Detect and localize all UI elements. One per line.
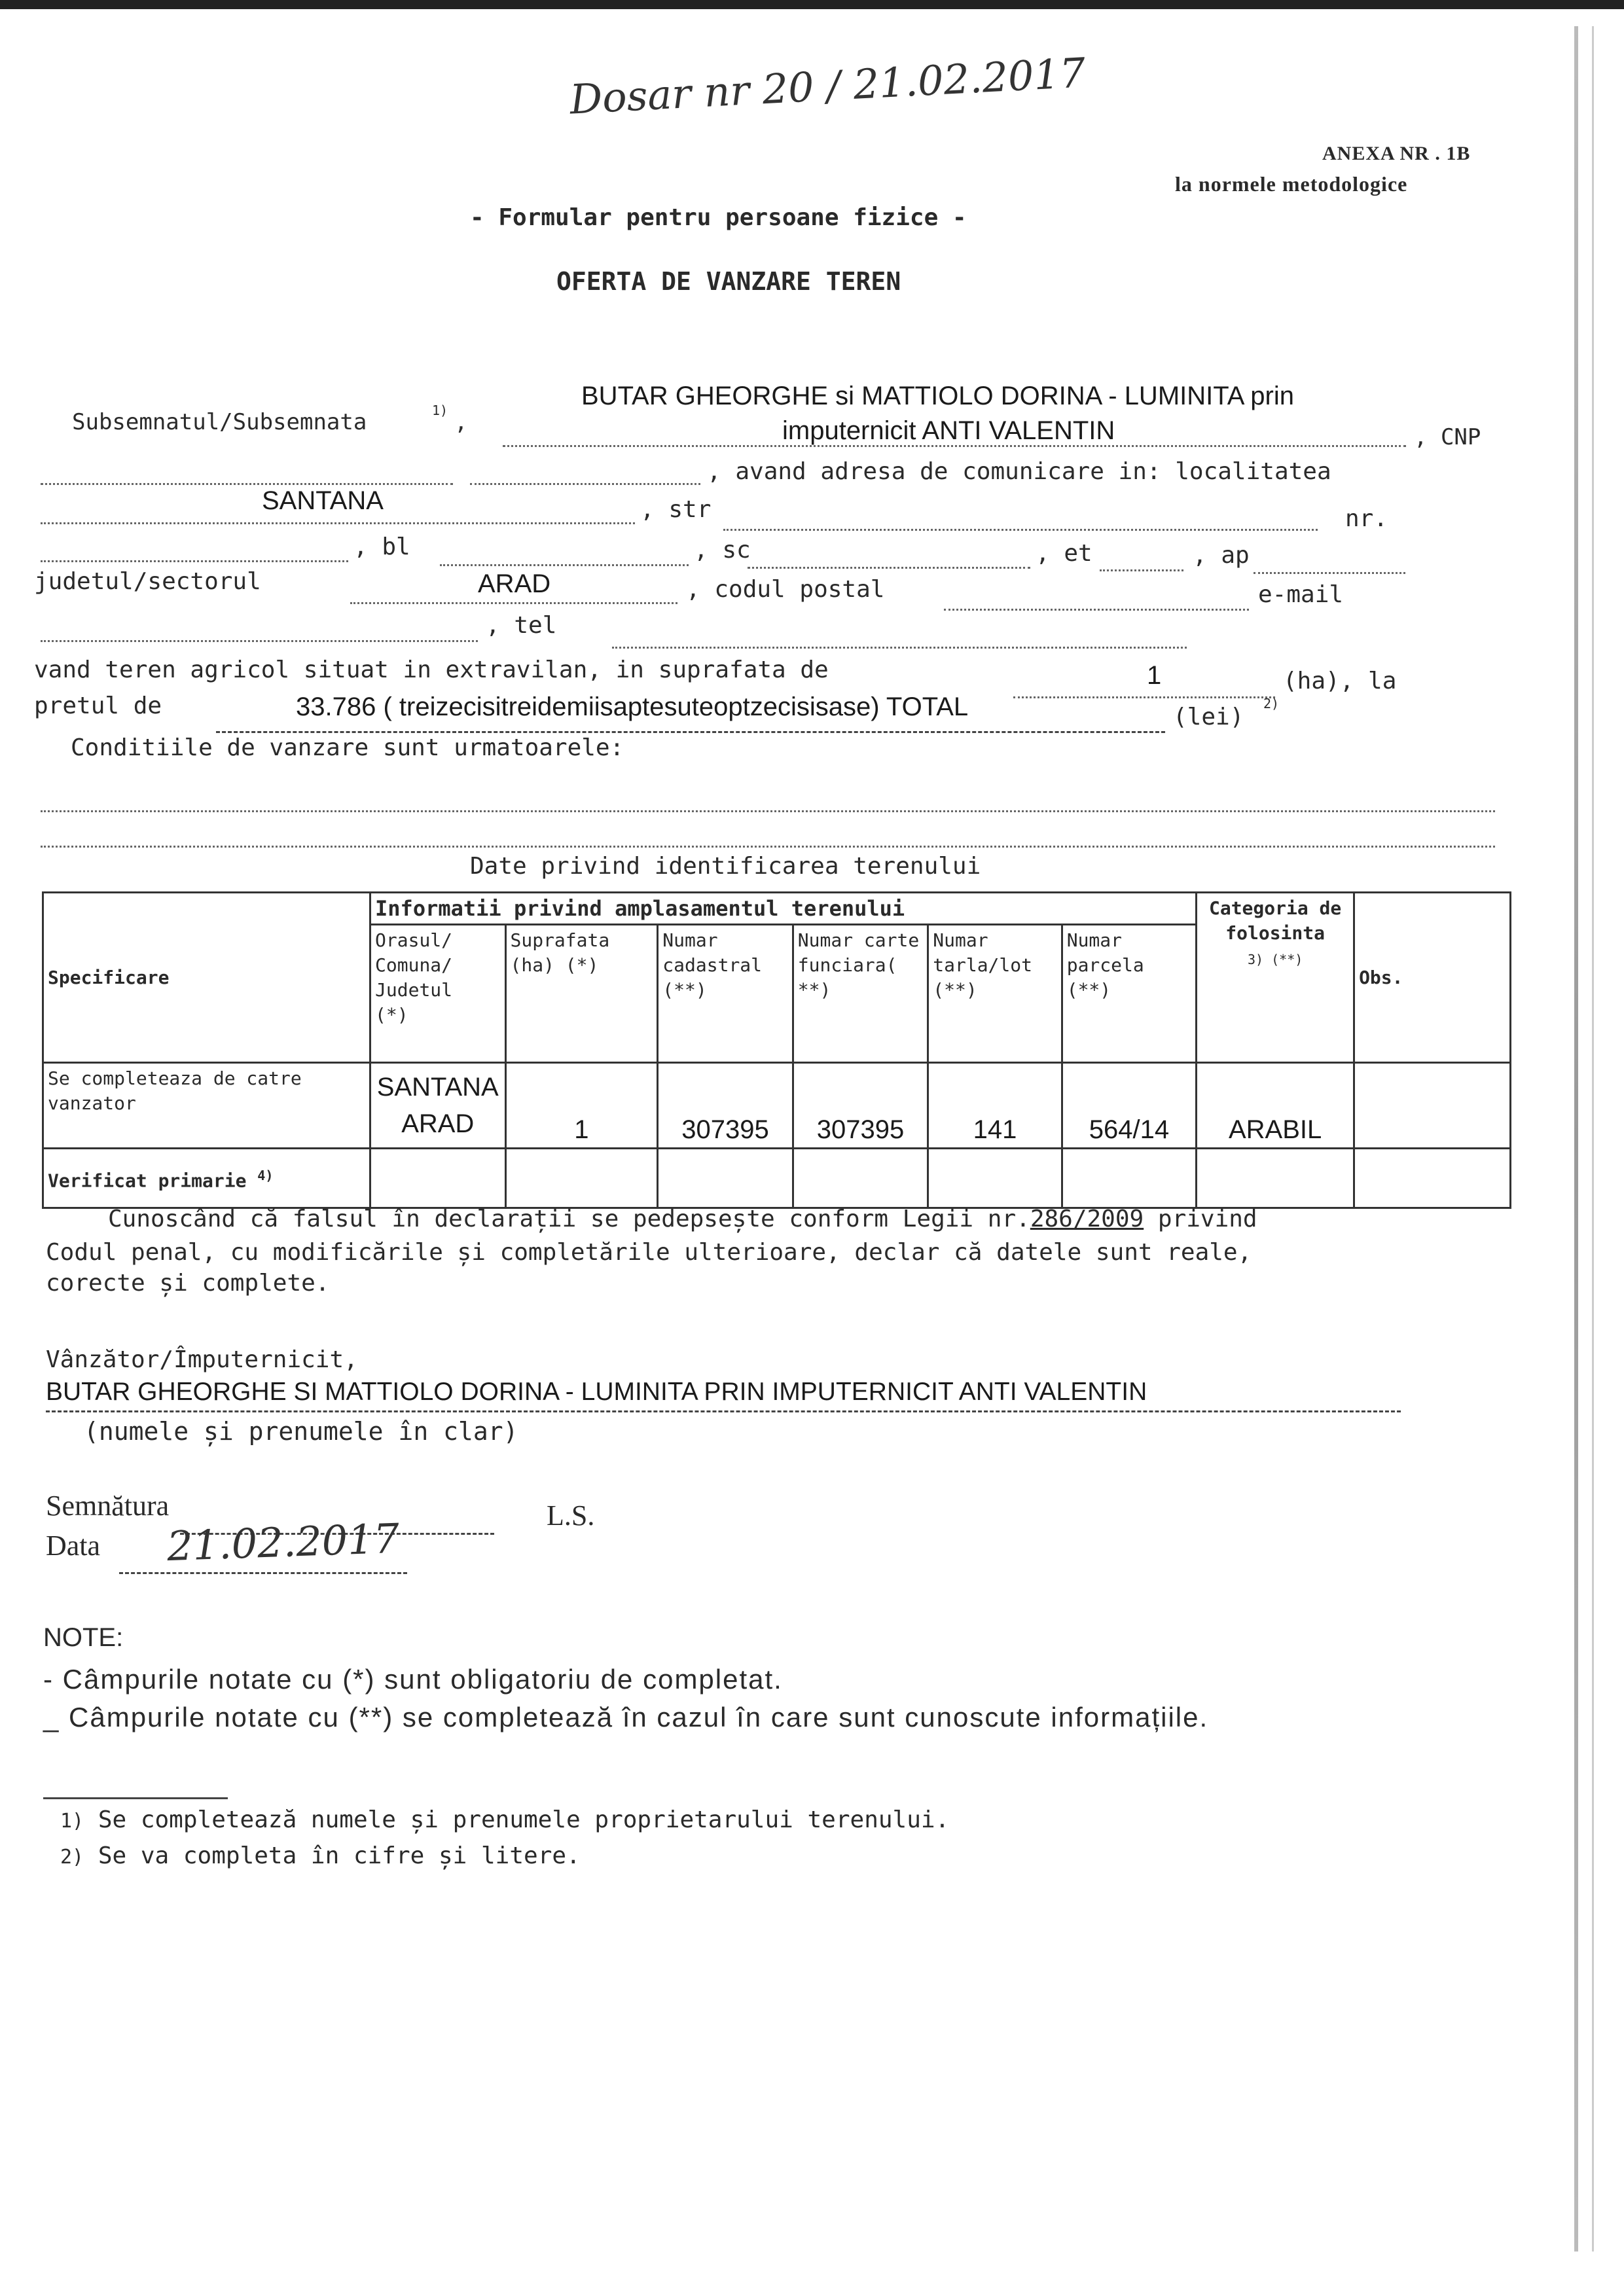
handwritten-file-number: Dosar nr 20 / 21.02.2017 bbox=[568, 48, 1087, 124]
town-hall-verified-text: Verificat primarie bbox=[48, 1170, 247, 1192]
location-info-header: Informatii privind amplasamentul terenului bbox=[370, 893, 1197, 925]
annex-subtitle: la normele metodologice bbox=[1175, 172, 1408, 196]
cnp-dotted-line-2 bbox=[470, 483, 700, 485]
verified-cell-7 bbox=[1197, 1149, 1354, 1208]
footnote-2-mark: 2) bbox=[60, 1846, 84, 1869]
county-dotted-line bbox=[350, 602, 677, 604]
block-value-dotted-line bbox=[440, 564, 689, 566]
block-label: , bl bbox=[353, 533, 410, 560]
footnote-1-mark: 1) bbox=[60, 1810, 84, 1833]
seller-city-cell bbox=[370, 1063, 505, 1149]
price-dashed-line bbox=[216, 731, 1165, 733]
footnote-1-text: Se completează numele și prenumele proprietarului terenului. bbox=[98, 1806, 950, 1833]
seller-category-value: ARABIL bbox=[1197, 1063, 1354, 1149]
tarla-column-note: (**) bbox=[933, 979, 977, 1001]
tarla-column-label: Numar tarla/lot bbox=[933, 929, 1032, 976]
scan-right-edge bbox=[1574, 26, 1578, 2251]
seller-area-value: 1 bbox=[505, 1063, 658, 1149]
area-value: 1 bbox=[1147, 661, 1162, 690]
cadastral-column-header bbox=[658, 925, 793, 1063]
conditions-label: Conditiile de vanzare sunt urmatoarele: bbox=[71, 734, 624, 761]
verified-cell-3 bbox=[658, 1149, 793, 1208]
form-type: - Formular pentru persoane fizice - bbox=[470, 204, 967, 231]
tarla-column-header bbox=[928, 925, 1062, 1063]
seller-name-dashed-line bbox=[46, 1410, 1401, 1412]
verified-cell-5 bbox=[928, 1149, 1062, 1208]
declaration-line1-end: privind bbox=[1157, 1206, 1257, 1232]
verified-cell-1 bbox=[370, 1149, 505, 1208]
seller-parcel-value: 564/14 bbox=[1062, 1063, 1196, 1149]
area-column-note: (*) bbox=[565, 954, 599, 976]
name-caption: (numele și prenumele în clar) bbox=[84, 1417, 518, 1446]
city-column-header bbox=[370, 925, 505, 1063]
email-dotted-line bbox=[41, 640, 478, 642]
area-dotted-line bbox=[1013, 696, 1275, 698]
cnp-dotted-line bbox=[41, 483, 453, 485]
verified-cell-8 bbox=[1354, 1149, 1511, 1208]
stair-dotted-line bbox=[748, 567, 1030, 569]
footnote-1 bbox=[60, 1806, 949, 1833]
postal-code-dotted-line bbox=[944, 609, 1249, 611]
ls-label: L.S. bbox=[547, 1499, 595, 1532]
declaration-line1-start: Cunoscând că falsul în declarații se pedepsește conform Legii nr. bbox=[108, 1206, 1030, 1232]
land-book-column-note: **) bbox=[797, 979, 831, 1001]
stair-label: , sc bbox=[694, 537, 751, 564]
land-book-column-header bbox=[793, 925, 928, 1063]
conditions-dotted-line-2 bbox=[41, 846, 1495, 848]
verified-cell-2 bbox=[505, 1149, 658, 1208]
seller-land-book-value: 307395 bbox=[793, 1063, 928, 1149]
town-hall-verified-label bbox=[43, 1149, 370, 1208]
footnote-separator bbox=[43, 1797, 228, 1799]
declaration-line2: Codul penal, cu modificările și completările ulterioare, declar că datele sunt reale, bbox=[46, 1239, 1252, 1266]
area-unit: (ha), la bbox=[1283, 668, 1397, 694]
page-title: OFERTA DE VANZARE TEREN bbox=[556, 267, 901, 296]
signature-label: Semnătura bbox=[46, 1490, 170, 1522]
scan-right-edge-line bbox=[1592, 26, 1594, 2251]
price-value: 33.786 ( treizecisitreidemiisaptesuteoptzecisisase) TOTAL bbox=[296, 692, 969, 721]
apartment-dotted-line bbox=[1254, 572, 1405, 574]
land-offer-text: vand teren agricol situat in extravilan, in suprafata de bbox=[34, 656, 829, 683]
declaration-line1 bbox=[108, 1206, 1257, 1232]
seller-cadastral-value: 307395 bbox=[658, 1063, 793, 1149]
cadastral-column-label: Numar cadastral bbox=[662, 929, 763, 976]
town-hall-verified-note: 4) bbox=[257, 1167, 274, 1183]
town-hall-verified-row bbox=[43, 1149, 1511, 1208]
land-book-column-label: Numar carte funciara( bbox=[797, 929, 920, 976]
date-label: Data bbox=[46, 1530, 101, 1562]
land-use-category-note: 3) (**) bbox=[1247, 952, 1303, 967]
price-footnote-mark: 2) bbox=[1263, 696, 1280, 711]
notes-title: NOTE: bbox=[43, 1623, 124, 1652]
county-label: judetul/sectorul bbox=[34, 568, 261, 595]
block-dotted-line bbox=[41, 560, 348, 562]
annex-number: ANEXA NR . 1B bbox=[1322, 143, 1471, 164]
number-label: nr. bbox=[1345, 505, 1388, 532]
floor-dotted-line bbox=[1100, 569, 1183, 571]
parcel-column-label: Numar parcela bbox=[1066, 929, 1144, 976]
land-use-category-label: Categoria de folosinta bbox=[1208, 897, 1342, 944]
street-label: , str bbox=[640, 496, 712, 523]
date-dashed-line bbox=[119, 1572, 407, 1574]
owner-comma: , bbox=[454, 409, 468, 435]
declaration-line3: corecte și complete. bbox=[46, 1270, 330, 1297]
apartment-label: , ap bbox=[1193, 542, 1250, 569]
verified-cell-6 bbox=[1062, 1149, 1196, 1208]
seller-row-label: Se completeaza de catre vanzator bbox=[43, 1063, 370, 1149]
area-column-header bbox=[505, 925, 658, 1063]
note-optional-fields: _ Câmpurile notate cu (**) se completează în cazul în care sunt cunoscute informațiile. bbox=[43, 1702, 1209, 1732]
floor-label: , et bbox=[1036, 540, 1092, 567]
seller-full-name: BUTAR GHEORGHE SI MATTIOLO DORINA - LUMINITA PRIN IMPUTERNICIT ANTI VALENTIN bbox=[46, 1378, 1147, 1406]
note-required-fields: - Câmpurile notate cu (*) sunt obligatoriu de completat. bbox=[43, 1664, 783, 1695]
seller-representative-label: Vânzător/Împuternicit, bbox=[46, 1346, 358, 1373]
parcel-column-header bbox=[1062, 925, 1196, 1063]
owner-footnote-mark: 1) bbox=[432, 403, 448, 418]
owner-label: Subsemnatul/Subsemnata bbox=[72, 409, 367, 435]
seller-county-value: ARAD bbox=[401, 1109, 475, 1138]
email-label: e-mail bbox=[1258, 581, 1344, 608]
footnote-2-text: Se va completa în cifre și litere. bbox=[98, 1842, 581, 1869]
seller-tarla-value: 141 bbox=[928, 1063, 1062, 1149]
seller-row bbox=[43, 1063, 1511, 1149]
cadastral-column-note: (**) bbox=[662, 979, 707, 1001]
city-column-note: (*) bbox=[375, 1004, 408, 1026]
land-identification-table bbox=[42, 891, 1511, 1209]
land-use-category-header bbox=[1197, 893, 1354, 1063]
footnote-2 bbox=[60, 1842, 581, 1869]
law-number: 286/2009 bbox=[1030, 1206, 1144, 1232]
observations-header: Obs. bbox=[1354, 893, 1511, 1063]
locality-dotted-line bbox=[41, 522, 635, 524]
county-value: ARAD bbox=[478, 569, 551, 598]
owner-name-line2: imputernicit ANTI VALENTIN bbox=[782, 416, 1115, 445]
verified-cell-4 bbox=[793, 1149, 928, 1208]
locality-value: SANTANA bbox=[262, 486, 384, 515]
specification-header: Specificare bbox=[43, 893, 370, 1063]
table-header-row bbox=[43, 893, 1511, 925]
seller-city-value: SANTANA bbox=[376, 1073, 499, 1102]
city-column-label: Orasul/ Comuna/ Judetul bbox=[375, 929, 453, 1001]
scan-top-edge bbox=[0, 0, 1624, 9]
cnp-label: , CNP bbox=[1414, 424, 1481, 450]
phone-label: , tel bbox=[486, 612, 557, 639]
owner-name-line1: BUTAR GHEORGHE si MATTIOLO DORINA - LUMINITA prin bbox=[581, 382, 1295, 410]
conditions-dotted-line-1 bbox=[41, 810, 1495, 812]
handwritten-date: 21.02.2017 bbox=[166, 1514, 401, 1571]
address-label: , avand adresa de comunicare in: localitatea bbox=[707, 458, 1331, 485]
price-label: pretul de bbox=[34, 692, 162, 719]
street-dotted-line bbox=[723, 529, 1318, 531]
price-unit: (lei) bbox=[1173, 704, 1244, 730]
parcel-column-note: (**) bbox=[1066, 979, 1111, 1001]
area-column-label: Suprafata (ha) bbox=[510, 929, 610, 976]
table-caption: Date privind identificarea terenului bbox=[470, 853, 981, 880]
postal-code-label: , codul postal bbox=[686, 576, 885, 603]
phone-dotted-line bbox=[612, 647, 1187, 649]
seller-obs-value bbox=[1354, 1063, 1511, 1149]
